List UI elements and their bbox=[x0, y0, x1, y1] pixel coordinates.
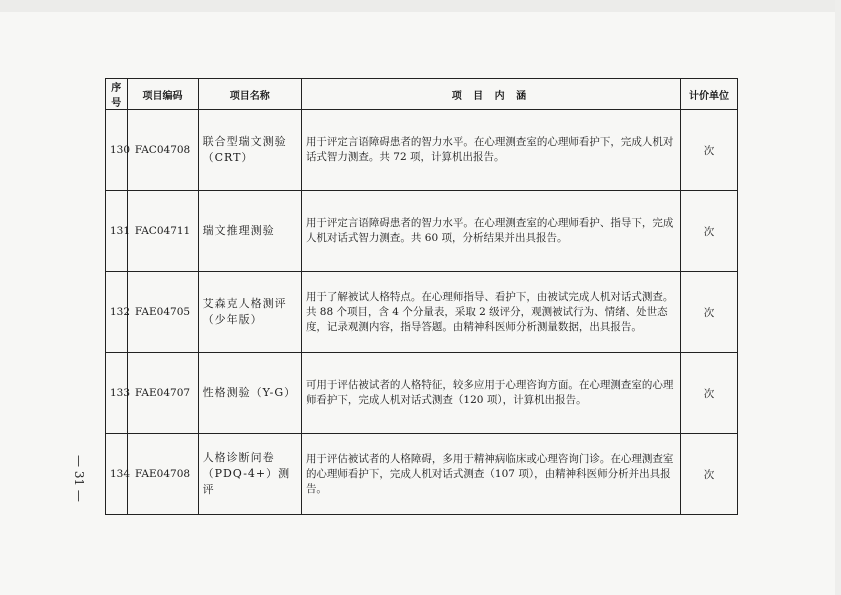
row-code: FAC04708 bbox=[127, 110, 198, 191]
row-unit: 次 bbox=[680, 434, 737, 515]
header-unit: 计价单位 bbox=[680, 79, 737, 110]
table-row bbox=[106, 353, 738, 434]
row-code: FAE04705 bbox=[127, 272, 198, 353]
row-unit: 次 bbox=[680, 272, 737, 353]
scan-edge-right bbox=[835, 0, 841, 595]
row-name: 人格诊断问卷（PDQ-4+）测评 bbox=[198, 434, 301, 515]
row-unit: 次 bbox=[680, 191, 737, 272]
scan-edge-top bbox=[0, 0, 841, 12]
row-name: 性格测验（Y-G） bbox=[198, 353, 301, 434]
row-code: FAE04707 bbox=[127, 353, 198, 434]
row-seq: 131 bbox=[106, 191, 128, 272]
row-desc: 用于评定言语障碍患者的智力水平。在心理测查室的心理师看护下，完成人机对话式智力测查。共 72 项，计算机出报告。 bbox=[301, 110, 680, 191]
page-number-text: — 31 — bbox=[72, 455, 86, 502]
header-desc: 项 目 内 涵 bbox=[301, 79, 680, 110]
row-name: 瑞文推理测验 bbox=[198, 191, 301, 272]
header-name: 项目名称 bbox=[198, 79, 301, 110]
row-seq: 130 bbox=[106, 110, 128, 191]
row-seq: 132 bbox=[106, 272, 128, 353]
row-name: 艾森克人格测评（少年版） bbox=[198, 272, 301, 353]
table-row bbox=[106, 434, 738, 515]
header-code: 项目编码 bbox=[127, 79, 198, 110]
header-seq: 序号 bbox=[106, 79, 128, 110]
row-desc: 用于了解被试人格特点。在心理师指导、看护下，由被试完成人机对话式测查。共 88 个项目，含 4 个分量表，采取 2 级评分，观测被试行为、情绪、处世态度，记录观测内容，指导答题。由精神科医师分析测量数据，出具报告。 bbox=[301, 272, 680, 353]
table-row bbox=[106, 110, 738, 191]
row-seq: 134 bbox=[106, 434, 128, 515]
fee-item-table bbox=[105, 78, 738, 515]
row-desc: 用于评估被试者的人格障碍，多用于精神病临床或心理咨询门诊。在心理测查室的心理师看护下，完成人机对话式测查（107 项），由精神科医师分析并出具报告。 bbox=[301, 434, 680, 515]
row-code: FAC04711 bbox=[127, 191, 198, 272]
row-desc: 用于评定言语障碍患者的智力水平。在心理测查室的心理师看护、指导下，完成人机对话式智力测查。共 60 项，分析结果并出具报告。 bbox=[301, 191, 680, 272]
row-desc: 可用于评估被试者的人格特征，较多应用于心理咨询方面。在心理测查室的心理师看护下，完成人机对话式测查（120 项），计算机出报告。 bbox=[301, 353, 680, 434]
table-row bbox=[106, 191, 738, 272]
page-number bbox=[70, 455, 88, 505]
row-unit: 次 bbox=[680, 110, 737, 191]
table-row bbox=[106, 272, 738, 353]
row-name: 联合型瑞文测验（CRT） bbox=[198, 110, 301, 191]
table-header-row bbox=[106, 79, 738, 110]
row-code: FAE04708 bbox=[127, 434, 198, 515]
row-seq: 133 bbox=[106, 353, 128, 434]
row-unit: 次 bbox=[680, 353, 737, 434]
